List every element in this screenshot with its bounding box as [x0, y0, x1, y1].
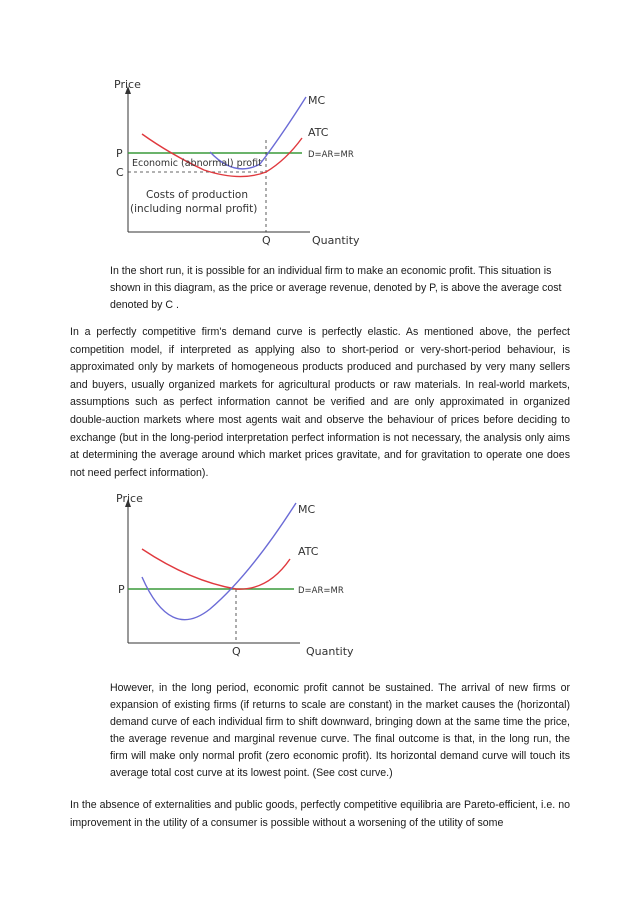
q-tick-label: Q — [232, 645, 241, 658]
atc-label: ATC — [308, 126, 329, 139]
mc-curve — [142, 503, 296, 620]
demand-label: D=AR=MR — [298, 586, 344, 596]
paragraph-demand-elasticity: In a perfectly competitive firm's demand curve is perfectly elastic. As mentioned above, the perfect competition model, if interpreted as applying also to short-period or very-short-period behaviour, is approximated only by markets of homogeneous products produced and purchased by very many sellers and buyers, usually organized markets for agricultural products or raw materials. In real-world markets, assumptions such as perfect information cannot be verified and are only approximated in organized double-auction markets where most agents wait and observe the behaviour of prices before deciding to exchange (but in the long-period interpretation perfect information is not necessary, the analysis only aims at determining the average around which market prices gravitate, and for gravitation to operate one does not need perfect information). — [70, 326, 570, 479]
atc-curve — [142, 549, 290, 589]
long-run-chart — [100, 485, 380, 665]
p-tick-label: P — [118, 583, 125, 596]
mc-label: MC — [298, 503, 316, 516]
x-axis-label: Quantity — [312, 234, 360, 247]
profit-annotation: Economic (abnormal) profit — [132, 158, 262, 169]
caption-short-run: In the short run, it is possible for an individual firm to make an economic profit. This situation is shown in this diagram, as the price or average revenue, denoted by P, is above the average cost denoted by C . — [110, 265, 562, 311]
paragraph-pareto-efficiency: In the absence of externalities and public goods, perfectly competitive equilibria are Pareto-efficient, i.e. no improvement in the utility of a consumer is possible without a worsening of the utility of some — [70, 799, 570, 829]
y-axis-label: Price — [114, 78, 141, 91]
p-tick-label: P — [116, 147, 123, 160]
x-axis-label: Quantity — [306, 645, 354, 658]
atc-label: ATC — [298, 545, 319, 558]
demand-label: D=AR=MR — [308, 150, 354, 160]
short-run-chart — [100, 70, 380, 250]
q-tick-label: Q — [262, 234, 271, 247]
costs-annotation-line1: Costs of production — [146, 189, 248, 201]
y-axis-label: Price — [116, 492, 143, 505]
costs-annotation-line2: (including normal profit) — [130, 203, 258, 215]
caption-long-run: However, in the long period, economic profit cannot be sustained. The arrival of new firms or expansion of existing firms (if returns to scale are constant) in the market causes the (horizontal) demand curve of each individual firm to shift downward, bringing down at the same time the price, the average revenue and marginal revenue curve. The final outcome is that, in the long run, the firm will make only normal profit (zero economic profit). Its horizontal demand curve will touch its average total cost curve at its lowest point. (See cost curve.) — [110, 682, 570, 779]
c-tick-label: C — [116, 166, 124, 179]
mc-label: MC — [308, 94, 326, 107]
